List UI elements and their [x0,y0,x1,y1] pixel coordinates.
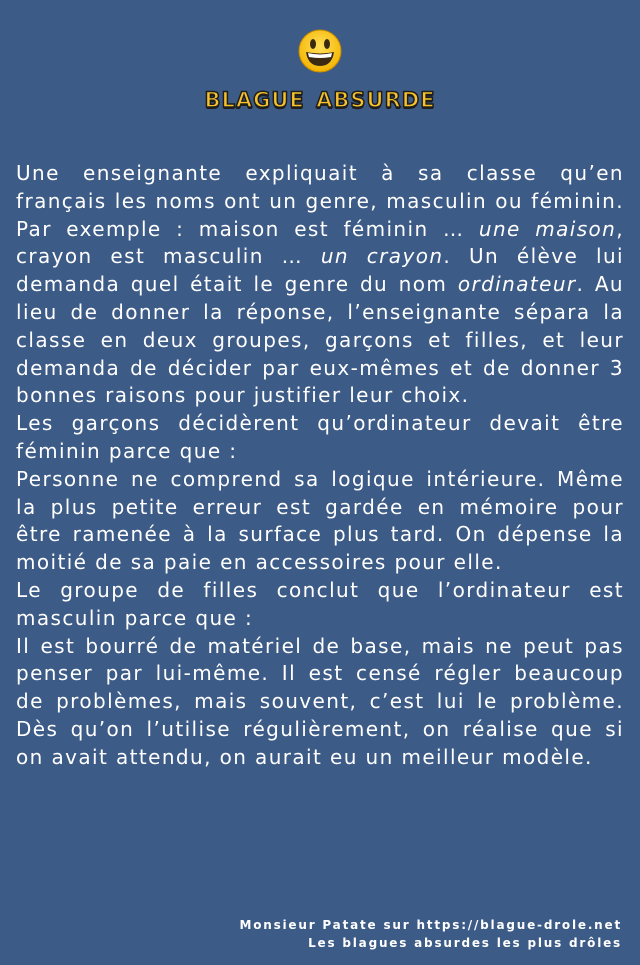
story-paragraph-boys: Les garçons décidèrent qu’ordinateur devait être féminin parce que : [16,411,624,463]
story-paragraph-intro [16,160,624,410]
story-emphasis: un crayon [320,244,444,269]
story-paragraph-boys-reasons: Personne ne comprend sa logique intérieure. Même la plus petite erreur est gardée en mémoire pour être ramenée à la surface plus tard. On dépense la moitié de sa paie en accessoires pour elle. [16,466,624,575]
footer-author-line: Monsieur Patate sur https://blague-drole.net [239,918,622,932]
story-text: , crayon est masculin … [16,216,624,269]
grinning-face-icon [297,28,343,74]
page-title: blague absurde [204,80,436,115]
joke-text [16,160,624,772]
story-paragraph-girls: Le groupe de filles conclut que l’ordinateur est masculin parce que : [16,577,624,630]
footer-credit [239,916,622,952]
story-emphasis: ordinateur [457,272,577,297]
story-emphasis: une maison [478,216,617,241]
story-paragraph-girls-reasons: Il est bourré de matériel de base, mais ne peut pas penser par lui-même. Il est censé régler beaucoup de problèmes, mais souvent, c’est lui le problème. Dès qu’on l’utilise régulièrement, on réalise que si on avait attendu, on aurait eu un meilleur modèle. [16,633,624,769]
header [0,28,640,115]
story-text: . Au lieu de donner la réponse, l’enseignante sépara la classe en deux groupes, garçons et filles, et leur demanda de décider par eux-mêmes et de donner 3 bonnes raisons pour justifier leur choix. [16,272,624,408]
story-text: Une enseignante expliquait à sa classe qu’en français les noms ont un genre, masculin ou féminin. Par exemple : maison est féminin … [16,161,624,241]
footer-tagline: Les blagues absurdes les plus drôles [308,936,622,950]
story-text: . Un élève lui demanda quel était le genre du nom [16,244,624,297]
